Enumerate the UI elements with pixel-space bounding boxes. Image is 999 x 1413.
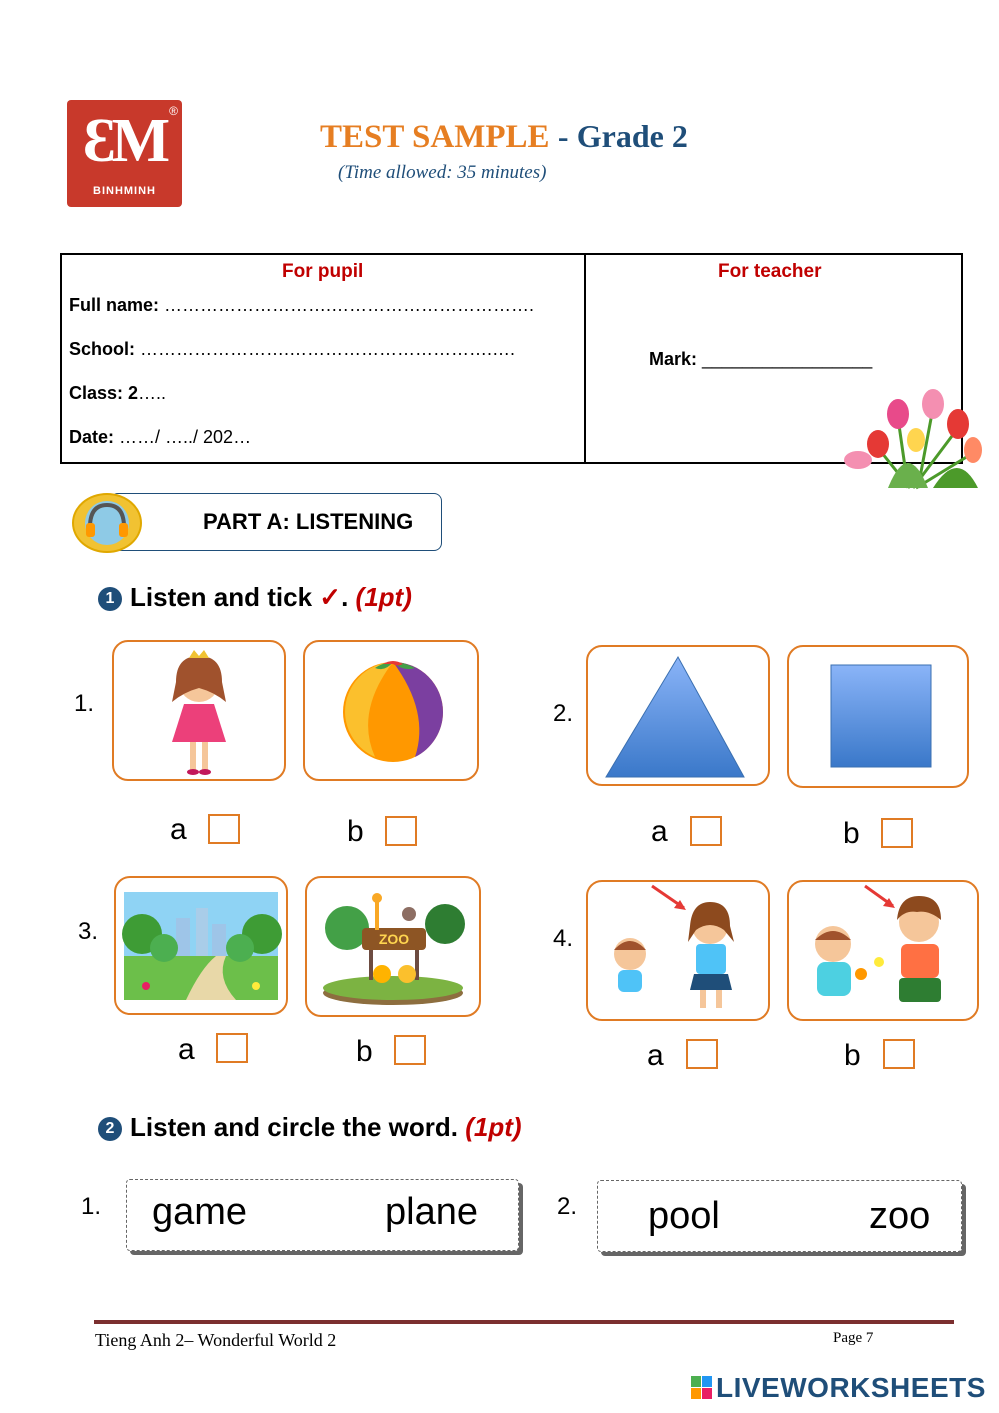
- class-field[interactable]: [69, 383, 166, 404]
- class-label: Class: 2: [69, 383, 139, 403]
- item-number: 2.: [553, 700, 574, 727]
- word-box-1: [126, 1179, 519, 1251]
- q2-number: 2: [98, 1117, 122, 1141]
- school-label: School:: [69, 339, 135, 359]
- pupil-heading: For pupil: [282, 261, 364, 282]
- word-option[interactable]: game: [152, 1191, 248, 1233]
- time-allowed: (Time allowed: 35 minutes): [338, 162, 547, 183]
- checkbox-1b[interactable]: [385, 816, 417, 846]
- item-number: 4.: [553, 925, 574, 952]
- option-a-label: a: [651, 815, 668, 848]
- boy-baby-image: [787, 880, 979, 1021]
- full-name-label: Full name:: [69, 295, 160, 315]
- full-name-dots: ……………………….…………………………….: [164, 295, 535, 315]
- class-dots: …..: [138, 383, 167, 403]
- school-dots: …………………….…………………………….….: [140, 339, 516, 359]
- mark-line: _________________: [702, 349, 873, 369]
- q1-text: Listen and tick: [130, 582, 313, 612]
- checkbox-3a[interactable]: [216, 1033, 248, 1063]
- liveworksheets-icon: [691, 1374, 713, 1402]
- square-image: [787, 645, 969, 788]
- option-b-label: b: [356, 1035, 373, 1068]
- checkbox-4b[interactable]: [883, 1039, 915, 1069]
- checkbox-4a[interactable]: [686, 1039, 718, 1069]
- option-b-label: b: [347, 815, 364, 848]
- svg-text:ZOO: ZOO: [378, 931, 410, 947]
- option-a-label: a: [647, 1039, 664, 1072]
- footer-rule: [94, 1320, 954, 1324]
- item-number: 3.: [78, 918, 99, 945]
- item-number: 2.: [557, 1193, 578, 1220]
- publisher-logo: [67, 100, 182, 207]
- logo-mark: ƐM: [82, 107, 167, 175]
- q1-number: 1: [98, 587, 122, 611]
- registered-icon: ®: [169, 104, 178, 118]
- school-field[interactable]: [69, 339, 515, 360]
- checkbox-3b[interactable]: [394, 1035, 426, 1065]
- headphones-icon: [72, 493, 142, 553]
- checkbox-2b[interactable]: [881, 818, 913, 848]
- word-box-2: [597, 1180, 962, 1252]
- page-number: Page 7: [833, 1330, 874, 1346]
- doll-image: [112, 640, 286, 781]
- info-table: [60, 253, 963, 464]
- title-main: TEST SAMPLE: [320, 119, 550, 155]
- option-b-label: b: [844, 1039, 861, 1072]
- word-option[interactable]: zoo: [869, 1195, 931, 1237]
- item-number: 1.: [74, 690, 95, 717]
- title-grade: Grade 2: [576, 118, 688, 154]
- park-image: [114, 876, 288, 1015]
- part-a-label: PART A: LISTENING: [203, 509, 414, 534]
- date-field[interactable]: [69, 427, 251, 448]
- word-option[interactable]: pool: [648, 1195, 720, 1237]
- option-a-label: a: [178, 1033, 195, 1066]
- teacher-heading: For teacher: [718, 261, 822, 282]
- zoo-image: [305, 876, 481, 1017]
- girl-baby-image: [586, 880, 770, 1021]
- checkbox-2a[interactable]: [690, 816, 722, 846]
- mark-label: Mark:: [649, 349, 698, 369]
- tulips-icon: [838, 378, 983, 493]
- q1-title: 1 Listen and tick ✓. (1pt): [98, 582, 412, 613]
- item-number: 1.: [81, 1193, 102, 1220]
- q2-title: [98, 1112, 522, 1143]
- option-b-label: b: [843, 817, 860, 850]
- date-value: ……/ …../ 202…: [119, 427, 252, 447]
- logo-brand: BINHMINH: [93, 185, 156, 197]
- checkbox-1a[interactable]: [208, 814, 240, 844]
- q2-points: (1pt): [465, 1112, 522, 1142]
- full-name-field[interactable]: [69, 295, 534, 316]
- footer-book: Tieng Anh 2– Wonderful World 2: [95, 1330, 337, 1350]
- part-a-banner: [70, 493, 443, 553]
- tick-mark-icon: ✓: [319, 582, 342, 612]
- watermark: LIVEWORKSHEETS: [716, 1372, 986, 1403]
- triangle-image: [586, 645, 770, 786]
- date-label: Date:: [69, 427, 115, 447]
- word-option[interactable]: plane: [385, 1191, 478, 1233]
- title-dash: -: [557, 118, 569, 154]
- page-title: [320, 118, 688, 156]
- option-a-label: a: [170, 813, 187, 846]
- q1-points: (1pt): [355, 582, 412, 612]
- table-divider: [584, 255, 586, 462]
- mark-field[interactable]: [649, 349, 872, 370]
- ball-image: [303, 640, 479, 781]
- q2-text: Listen and circle the word.: [130, 1112, 458, 1142]
